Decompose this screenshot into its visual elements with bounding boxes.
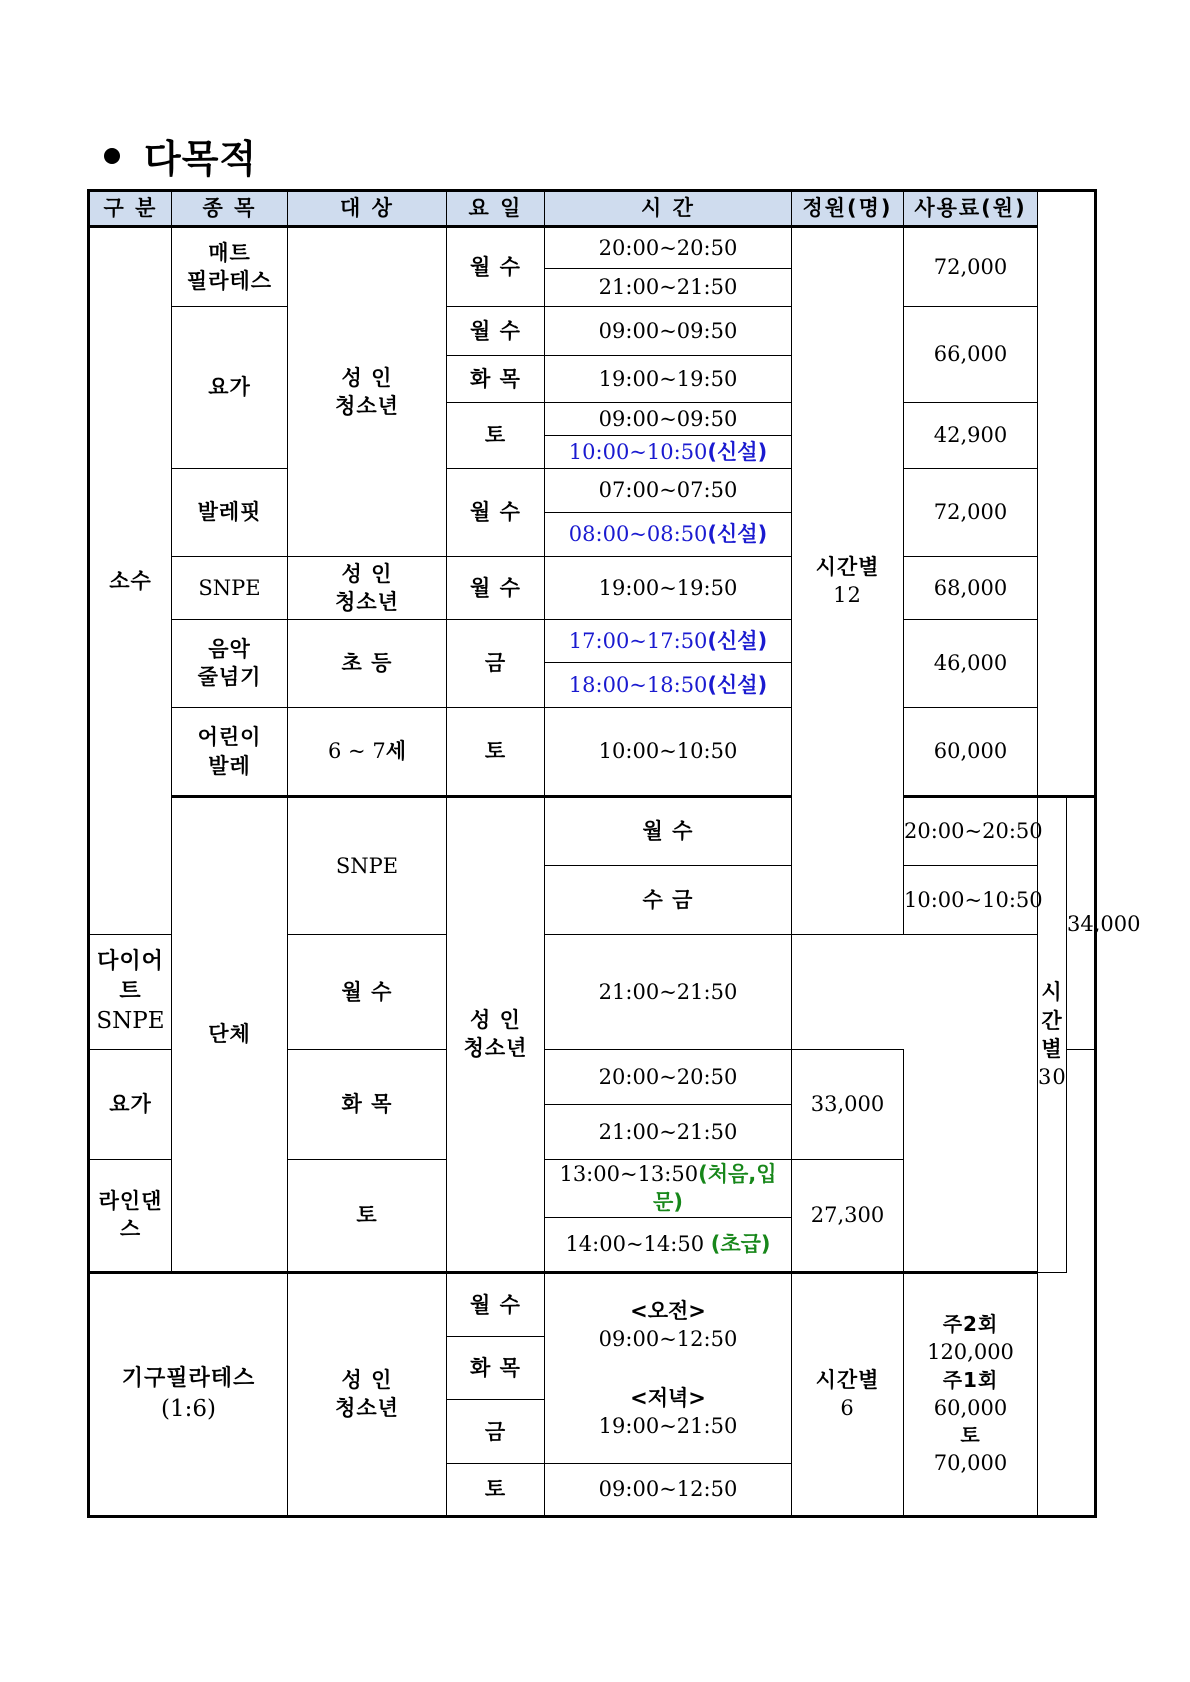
schedule-table bbox=[87, 189, 1141, 1518]
program-equipment-pilates: 기구필라테스 (1:6) bbox=[89, 1272, 288, 1516]
program-jumprope: 음악 줄넘기 bbox=[172, 619, 288, 707]
day-cell: 월 수 bbox=[447, 557, 545, 620]
day-cell: 화 목 bbox=[288, 1050, 447, 1159]
table-row bbox=[89, 1272, 1096, 1336]
time-cell: 09:00~09:50 bbox=[545, 307, 792, 356]
header-category: 구 분 bbox=[89, 191, 172, 227]
day-cell: 수 금 bbox=[545, 866, 792, 935]
day-cell: 금 bbox=[447, 1400, 545, 1464]
program-kids-ballet: 어린이 발레 bbox=[172, 708, 288, 797]
table-row bbox=[89, 307, 1096, 356]
fee-cell-equipment: 주2회 120,000 주1회 60,000 토 70,000 bbox=[904, 1272, 1038, 1516]
day-cell: 월 수 bbox=[447, 307, 545, 356]
day-cell: 토 bbox=[447, 708, 545, 797]
target-age: 6 ~ 7세 bbox=[288, 708, 447, 797]
day-cell: 월 수 bbox=[447, 469, 545, 557]
time-cell: 20:00~20:50 bbox=[545, 227, 792, 269]
day-cell: 토 bbox=[288, 1159, 447, 1272]
capacity-small: 시간별 12 bbox=[792, 227, 904, 935]
time-cell: 19:00~19:50 bbox=[545, 355, 792, 403]
bullet-icon bbox=[104, 148, 120, 164]
category-team: 단체 bbox=[172, 797, 288, 1273]
table-row bbox=[89, 797, 1096, 866]
program-yoga: 요가 bbox=[172, 307, 288, 469]
fee-cell: 34,000 bbox=[1067, 797, 1096, 1050]
program-snpe: SNPE bbox=[172, 557, 288, 620]
header-target: 대 상 bbox=[288, 191, 447, 227]
section-heading bbox=[104, 128, 257, 183]
day-cell: 금 bbox=[447, 619, 545, 707]
time-cell: 09:00~09:50 bbox=[545, 403, 792, 435]
day-cell: 화 목 bbox=[447, 1336, 545, 1400]
time-cell: 07:00~07:50 bbox=[545, 469, 792, 513]
target-adult-youth: 성 인 청소년 bbox=[288, 1272, 447, 1516]
capacity-equipment: 시간별 6 bbox=[792, 1272, 904, 1516]
fee-cell: 72,000 bbox=[904, 227, 1038, 307]
time-cell-new: 10:00~10:50(신설) bbox=[545, 435, 792, 468]
header-fee: 사용료(원) bbox=[904, 191, 1038, 227]
header-day: 요 일 bbox=[447, 191, 545, 227]
time-cell-new: 08:00~08:50(신설) bbox=[545, 512, 792, 557]
table-row bbox=[89, 227, 1096, 269]
program-snpe-team: SNPE bbox=[288, 797, 447, 935]
day-cell: 토 bbox=[447, 403, 545, 469]
header-program: 종 목 bbox=[172, 191, 288, 227]
fee-cell: 60,000 bbox=[904, 708, 1038, 797]
target-adult-youth: 성 인 청소년 bbox=[288, 557, 447, 620]
table-header-row bbox=[89, 191, 1096, 227]
program-line-dance: 라인댄스 bbox=[89, 1159, 172, 1272]
header-time: 시 간 bbox=[545, 191, 792, 227]
time-cell-new: 17:00~17:50(신설) bbox=[545, 619, 792, 663]
day-cell: 월 수 bbox=[545, 797, 792, 866]
fee-cell: 66,000 bbox=[904, 307, 1038, 403]
time-cell: 20:00~20:50 bbox=[904, 797, 1038, 866]
program-barrefit: 발레핏 bbox=[172, 469, 288, 557]
target-adult-youth: 성 인 청소년 bbox=[447, 797, 545, 1273]
target-elementary: 초 등 bbox=[288, 619, 447, 707]
fee-cell: 68,000 bbox=[904, 557, 1038, 620]
program-mat-pilates: 매트 필라테스 bbox=[172, 227, 288, 307]
time-cell: 19:00~19:50 bbox=[545, 557, 792, 620]
table-row bbox=[89, 469, 1096, 513]
table-row bbox=[89, 557, 1096, 620]
day-cell: 화 목 bbox=[447, 355, 545, 403]
fee-cell: 33,000 bbox=[792, 1050, 904, 1159]
header-capacity: 정원(명) bbox=[792, 191, 904, 227]
program-yoga-team: 요가 bbox=[89, 1050, 172, 1159]
target-adult-youth: 성 인 청소년 bbox=[288, 227, 447, 557]
time-cell: 14:00~14:50 (초급) bbox=[545, 1218, 792, 1273]
table-row bbox=[89, 619, 1096, 663]
time-cell: 20:00~20:50 bbox=[545, 1050, 792, 1105]
program-diet-snpe: 다이어트 SNPE bbox=[89, 934, 172, 1049]
capacity-team: 시간별 30 bbox=[1038, 797, 1067, 1273]
time-cell: 10:00~10:50 bbox=[904, 866, 1038, 935]
time-cell: 21:00~21:50 bbox=[545, 1105, 792, 1160]
time-cell: 10:00~10:50 bbox=[545, 708, 792, 797]
time-cell-equipment: <오전> 09:00~12:50 <저녁> 19:00~21:50 bbox=[545, 1272, 792, 1463]
time-cell: 09:00~12:50 bbox=[545, 1464, 792, 1517]
time-cell: 21:00~21:50 bbox=[545, 268, 792, 306]
day-cell: 월 수 bbox=[447, 227, 545, 307]
fee-cell: 46,000 bbox=[904, 619, 1038, 707]
fee-cell: 72,000 bbox=[904, 469, 1038, 557]
section-title: 다목적 bbox=[144, 137, 258, 181]
day-cell: 월 수 bbox=[447, 1272, 545, 1336]
category-small: 소수 bbox=[89, 227, 172, 935]
fee-cell: 27,300 bbox=[792, 1159, 904, 1272]
time-cell: 13:00~13:50(처음,입문) bbox=[545, 1159, 792, 1217]
day-cell: 월 수 bbox=[288, 934, 447, 1049]
day-cell: 토 bbox=[447, 1464, 545, 1517]
fee-cell: 42,900 bbox=[904, 403, 1038, 469]
time-cell: 21:00~21:50 bbox=[545, 934, 792, 1049]
table-row bbox=[89, 708, 1096, 797]
time-cell-new: 18:00~18:50(신설) bbox=[545, 663, 792, 708]
